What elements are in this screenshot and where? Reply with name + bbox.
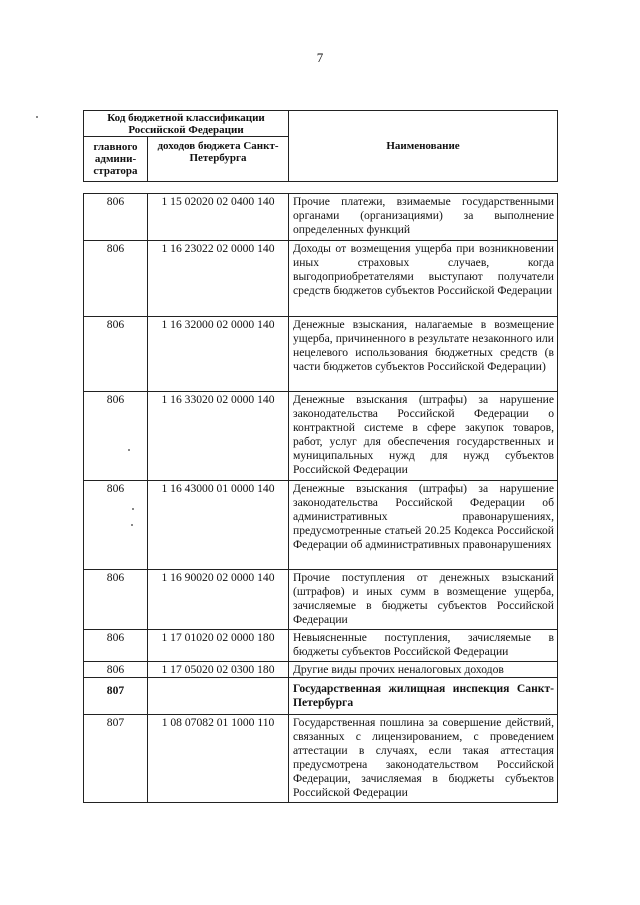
row-name: Государственная пошлина за совершение действий, связанных с лицензированием, с проведением аттестации в случаях, если такая аттестация предусмотрена законодательством Российской Федерации, зачисляемая в бюджеты субъектов Российской Федерации [289, 715, 558, 803]
budget-code: 1 17 01020 02 0000 180 [148, 630, 289, 662]
scan-mark [132, 508, 134, 510]
table-header [83, 110, 558, 182]
budget-code: 1 17 05020 02 0300 180 [148, 662, 289, 678]
row-name: Денежные взыскания (штрафы) за нарушение законодательства Российской Федерации об административных правонарушениях, предусмотренные статьей 20.25 Кодекса Российской Федерации об административных правонарушениях [289, 481, 558, 570]
table-row [84, 392, 558, 481]
budget-code: 1 16 23022 02 0000 140 [148, 241, 289, 317]
header-group-title: Код бюджетной классификации Российской Федерации [84, 111, 289, 137]
admin-code: 806 [84, 317, 148, 392]
table-row [84, 570, 558, 630]
budget-code: 1 16 33020 02 0000 140 [148, 392, 289, 481]
row-name: Невыясненные поступления, зачисляемые в бюджеты субъектов Российской Федерации [289, 630, 558, 662]
table-row [84, 194, 558, 241]
budget-code [148, 678, 289, 715]
budget-code: 1 16 90020 02 0000 140 [148, 570, 289, 630]
admin-code: 806 [84, 570, 148, 630]
row-name: Денежные взыскания (штрафы) за нарушение законодательства Российской Федерации о контрактной системе в сфере закупок товаров, работ, услуг для обеспечения государственных и муниципальных нужд для нужд субъектов Российской Федерации [289, 392, 558, 481]
admin-code: 806 [84, 481, 148, 570]
table-row [84, 662, 558, 678]
row-name: Денежные взыскания, налагаемые в возмещение ущерба, причиненного в результате незаконного или нецелевого использования бюджетных средств (в части бюджетов субъектов Российской Федерации) [289, 317, 558, 392]
admin-code: 806 [84, 241, 148, 317]
admin-code: 806 [84, 194, 148, 241]
scan-mark [36, 116, 38, 118]
page-number: 7 [316, 50, 324, 65]
budget-code: 1 16 43000 01 0000 140 [148, 481, 289, 570]
table-row [84, 481, 558, 570]
table-row [84, 630, 558, 662]
row-name: Государственная жилищная инспекция Санкт-Петербурга [289, 678, 558, 715]
table-row [84, 678, 558, 715]
table-row [84, 241, 558, 317]
row-name: Прочие платежи, взимаемые государственными органами (организациями) за выполнение определенных функций [289, 194, 558, 241]
scan-mark [131, 524, 133, 526]
admin-code: 806 [84, 392, 148, 481]
table-row [84, 317, 558, 392]
budget-code: 1 15 02020 02 0400 140 [148, 194, 289, 241]
scan-mark [128, 449, 130, 451]
classification-table [83, 193, 558, 803]
header-admin: главного админи-стратора [84, 137, 148, 182]
header-income: доходов бюджета Санкт-Петербурга [148, 137, 289, 182]
row-name: Доходы от возмещения ущерба при возникновении иных страховых случаев, когда выгодоприобретателями выступают получатели средств бюджетов субъектов Российской Федерации [289, 241, 558, 317]
admin-code: 806 [84, 630, 148, 662]
row-name: Другие виды прочих неналоговых доходов [289, 662, 558, 678]
admin-code: 807 [84, 678, 148, 715]
budget-code: 1 08 07082 01 1000 110 [148, 715, 289, 803]
admin-code: 806 [84, 662, 148, 678]
budget-code: 1 16 32000 02 0000 140 [148, 317, 289, 392]
row-name: Прочие поступления от денежных взысканий (штрафов) и иных сумм в возмещение ущерба, зачисляемые в бюджеты субъектов Российской Федерации [289, 570, 558, 630]
admin-code: 807 [84, 715, 148, 803]
header-name: Наименование [289, 111, 558, 182]
table-row [84, 715, 558, 803]
